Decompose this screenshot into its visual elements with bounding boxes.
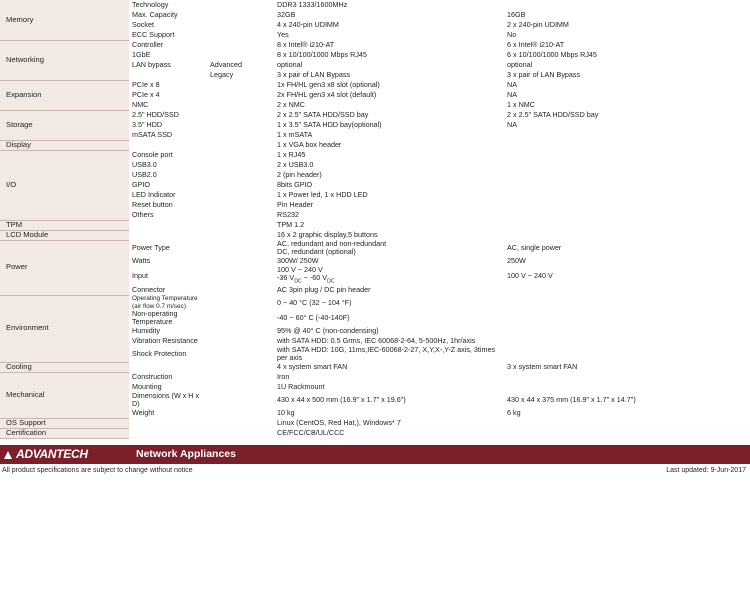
label-primary-cell: PCIe x 8 — [129, 80, 207, 90]
category-cell: Environment — [0, 295, 129, 362]
value-model-b-cell — [504, 0, 750, 10]
label-secondary-cell — [207, 382, 274, 392]
category-cell: LCD Module — [0, 230, 129, 240]
value-model-b-cell — [504, 180, 750, 190]
table-row — [0, 240, 750, 256]
category-cell: Expansion — [0, 80, 129, 110]
label-secondary-cell — [207, 110, 274, 120]
label-primary-cell: Shock Protection — [129, 346, 207, 362]
value-model-a-cell: AC 3pin plug / DC pin header — [274, 285, 504, 295]
label-secondary-cell — [207, 266, 274, 285]
label-primary-cell: Input — [129, 266, 207, 285]
label-primary-cell: LAN bypass — [129, 60, 207, 70]
value-model-b-cell: AC, single power — [504, 240, 750, 256]
label-secondary-cell — [207, 0, 274, 10]
table-row — [0, 140, 750, 150]
label-secondary-cell — [207, 220, 274, 230]
label-secondary-cell — [207, 285, 274, 295]
table-row — [0, 295, 750, 309]
value-model-a-cell: CE/FCC/CB/UL/CCC — [274, 428, 504, 438]
label-secondary-cell — [207, 336, 274, 346]
advantech-logo-text: ADVANTECH — [16, 447, 88, 462]
label-secondary-cell — [207, 362, 274, 372]
category-cell: Networking — [0, 40, 129, 80]
value-model-b-cell: 250W — [504, 256, 750, 266]
advantech-logo — [0, 445, 126, 464]
label-primary-cell: GPIO — [129, 180, 207, 190]
footnote-row — [0, 464, 750, 474]
label-primary-cell — [129, 70, 207, 80]
label-secondary-cell — [207, 10, 274, 20]
value-model-b-cell: 2 x 240-pin UDIMM — [504, 20, 750, 30]
label-primary-cell: Power Type — [129, 240, 207, 256]
value-model-b-cell — [504, 160, 750, 170]
value-model-b-cell — [504, 170, 750, 180]
table-row — [0, 428, 750, 438]
label-primary-cell: Dimensions (W x H x D) — [129, 392, 207, 408]
value-model-a-cell: 2 x NMC — [274, 100, 504, 110]
value-model-b-cell — [504, 346, 750, 362]
label-primary-cell: Reset button — [129, 200, 207, 210]
label-primary-cell: Others — [129, 210, 207, 220]
table-row — [0, 418, 750, 428]
last-updated-text: Last updated: 9-Jun-2017 — [666, 466, 746, 474]
label-secondary-cell — [207, 230, 274, 240]
value-model-a-cell: 430 x 44 x 500 mm (16.9" x 1.7" x 19.6") — [274, 392, 504, 408]
value-model-a-cell: 2x FH/HL gen3 x4 slot (default) — [274, 90, 504, 100]
label-primary-cell: Construction — [129, 372, 207, 382]
label-primary-cell: 1GbE — [129, 50, 207, 60]
value-model-b-cell: 430 x 44 x 375 mm (16.9" x 1.7" x 14.7") — [504, 392, 750, 408]
label-secondary-cell — [207, 80, 274, 90]
label-secondary-cell — [207, 20, 274, 30]
value-model-a-cell: 32GB — [274, 10, 504, 20]
value-model-a-cell: 8bits GPIO — [274, 180, 504, 190]
label-primary-cell: Humidity — [129, 326, 207, 336]
label-secondary-cell — [207, 372, 274, 382]
label-secondary-cell — [207, 310, 274, 326]
label-secondary-cell — [207, 392, 274, 408]
value-model-a-cell: 3 x pair of LAN Bypass — [274, 70, 504, 80]
value-model-a-cell: 2 x USB3.0 — [274, 160, 504, 170]
footer-band — [0, 445, 750, 464]
value-model-a-cell: TPM 1.2 — [274, 220, 504, 230]
value-model-a-cell: AC, redundant and non-redundant DC, redundant (optional) — [274, 240, 504, 256]
value-model-a-cell: 2 x 2.5" SATA HDD/SSD bay — [274, 110, 504, 120]
label-primary-cell: Non-operating Temperature — [129, 310, 207, 326]
label-secondary-cell — [207, 346, 274, 362]
label-primary-cell: Operating Temperature (air flow 0.7 m/sec) — [129, 295, 207, 309]
value-model-b-cell — [504, 310, 750, 326]
value-model-b-cell: 6 x Intel® i210-AT — [504, 40, 750, 50]
value-model-a-cell: 8 x Intel® i210-AT — [274, 40, 504, 50]
label-primary-cell: USB2.0 — [129, 170, 207, 180]
category-cell: Cooling — [0, 362, 129, 372]
label-primary-cell: Weight — [129, 408, 207, 418]
value-model-a-cell: with SATA HDD: 0.5 Grms, IEC 60068-2-64, 5-500Hz, 1hr/axis — [274, 336, 504, 346]
value-model-a-cell: Iron — [274, 372, 504, 382]
value-model-a-cell: 0 ~ 40 °C (32 ~ 104 °F) — [274, 295, 504, 309]
value-model-a-cell: 1U Rackmount — [274, 382, 504, 392]
value-model-a-cell: 2 (pin header) — [274, 170, 504, 180]
footer-band-title: Network Appliances — [136, 448, 236, 461]
value-model-b-cell — [504, 382, 750, 392]
value-model-b-cell — [504, 190, 750, 200]
value-model-a-cell: RS232 — [274, 210, 504, 220]
table-row — [0, 372, 750, 382]
label-secondary-cell — [207, 200, 274, 210]
label-primary-cell: 3.5" HDD — [129, 120, 207, 130]
label-primary-cell: LED Indicator — [129, 190, 207, 200]
value-model-a-cell: 1 x RJ45 — [274, 150, 504, 160]
label-secondary-cell — [207, 160, 274, 170]
category-cell: TPM — [0, 220, 129, 230]
value-model-b-cell: 100 V ~ 240 V — [504, 266, 750, 285]
label-secondary-cell — [207, 295, 274, 309]
value-model-b-cell: NA — [504, 120, 750, 130]
value-model-b-cell — [504, 418, 750, 428]
table-row — [0, 362, 750, 372]
value-model-a-cell: -40 ~ 60° C (-40-140F) — [274, 310, 504, 326]
value-model-a-cell: 16 x 2 graphic display,5 buttons — [274, 230, 504, 240]
label-primary-cell: USB3.0 — [129, 160, 207, 170]
label-secondary-cell — [207, 130, 274, 140]
label-primary-cell: mSATA SSD — [129, 130, 207, 140]
label-secondary-cell — [207, 40, 274, 50]
label-secondary-cell — [207, 150, 274, 160]
value-model-b-cell — [504, 285, 750, 295]
label-primary-cell — [129, 428, 207, 438]
disclaimer-text: All product specifications are subject to change without notice — [2, 466, 193, 474]
category-cell: Memory — [0, 0, 129, 40]
value-model-a-cell: 1 x Power led, 1 x HDD LED — [274, 190, 504, 200]
value-model-b-cell — [504, 326, 750, 336]
value-model-a-cell: 4 x system smart FAN — [274, 362, 504, 372]
category-cell: Storage — [0, 110, 129, 140]
label-secondary-cell — [207, 190, 274, 200]
table-row — [0, 110, 750, 120]
label-secondary-cell — [207, 50, 274, 60]
value-model-b-cell: 3 x system smart FAN — [504, 362, 750, 372]
label-primary-cell: Controller — [129, 40, 207, 50]
table-row — [0, 220, 750, 230]
label-primary-cell — [129, 230, 207, 240]
category-cell: OS Support — [0, 418, 129, 428]
value-model-b-cell — [504, 230, 750, 240]
label-primary-cell: 2.5" HDD/SSD — [129, 110, 207, 120]
value-model-b-cell — [504, 336, 750, 346]
value-model-b-cell: 2 x 2.5" SATA HDD/SSD bay — [504, 110, 750, 120]
value-model-a-cell: DDR3 1333/1600MHz — [274, 0, 504, 10]
value-model-b-cell — [504, 140, 750, 150]
value-model-b-cell — [504, 130, 750, 140]
label-primary-cell: Technology — [129, 0, 207, 10]
label-secondary-cell — [207, 100, 274, 110]
table-row — [0, 0, 750, 10]
label-primary-cell: Connector — [129, 285, 207, 295]
value-model-b-cell — [504, 428, 750, 438]
label-primary-cell: PCIe x 4 — [129, 90, 207, 100]
value-model-a-cell: Linux (CentOS, Red Hat,), Windows* 7 — [274, 418, 504, 428]
label-secondary-cell — [207, 408, 274, 418]
value-model-a-cell: with SATA HDD: 10G, 11ms,IEC-60068-2-27, X,Y,X-,Y-Z axis, 3times per axis — [274, 346, 504, 362]
label-secondary-cell — [207, 30, 274, 40]
category-cell: Power — [0, 240, 129, 295]
value-model-b-cell: NA — [504, 80, 750, 90]
value-model-a-cell: 8 x 10/100/1000 Mbps RJ45 — [274, 50, 504, 60]
category-cell: Certification — [0, 428, 129, 438]
label-primary-cell: Max. Capacity — [129, 10, 207, 20]
category-cell: Display — [0, 140, 129, 150]
label-primary-cell — [129, 418, 207, 428]
table-row — [0, 40, 750, 50]
value-model-b-cell — [504, 295, 750, 309]
value-model-a-cell: Yes — [274, 30, 504, 40]
value-model-a-cell: 1 x VGA box header — [274, 140, 504, 150]
label-primary-cell: ECC Support — [129, 30, 207, 40]
value-model-b-cell — [504, 200, 750, 210]
label-primary-cell: Socket — [129, 20, 207, 30]
label-secondary-cell — [207, 120, 274, 130]
label-secondary-cell — [207, 210, 274, 220]
label-primary-cell — [129, 140, 207, 150]
value-model-a-cell: 1x FH/HL gen3 x8 slot (optional) — [274, 80, 504, 90]
value-model-b-cell: 16GB — [504, 10, 750, 20]
label-secondary-cell — [207, 170, 274, 180]
value-model-b-cell — [504, 372, 750, 382]
category-cell: Mechanical — [0, 372, 129, 418]
value-model-b-cell — [504, 210, 750, 220]
value-model-b-cell — [504, 150, 750, 160]
value-model-b-cell: 6 x 10/100/1000 Mbps RJ45 — [504, 50, 750, 60]
table-row — [0, 150, 750, 160]
value-model-a-cell: 1 x 3.5" SATA HDD bay(optional) — [274, 120, 504, 130]
label-primary-cell: Mounting — [129, 382, 207, 392]
value-model-b-cell: 6 kg — [504, 408, 750, 418]
value-model-b-cell: No — [504, 30, 750, 40]
label-secondary-cell — [207, 140, 274, 150]
label-secondary-cell — [207, 418, 274, 428]
value-model-b-cell: 1 x NMC — [504, 100, 750, 110]
label-secondary-cell — [207, 326, 274, 336]
label-secondary-cell: Legacy — [207, 70, 274, 80]
label-secondary-cell — [207, 428, 274, 438]
label-secondary-cell — [207, 256, 274, 266]
category-cell: I/O — [0, 150, 129, 220]
value-model-b-cell: 3 x pair of LAN Bypass — [504, 70, 750, 80]
value-model-b-cell: optional — [504, 60, 750, 70]
value-model-a-cell: Pin Header — [274, 200, 504, 210]
value-model-b-cell — [504, 220, 750, 230]
label-primary-cell: Console port — [129, 150, 207, 160]
label-secondary-cell — [207, 90, 274, 100]
value-model-a-cell: 4 x 240-pin UDIMM — [274, 20, 504, 30]
value-model-a-cell: 95% @ 40° C (non-condensing) — [274, 326, 504, 336]
label-primary-cell: NMC — [129, 100, 207, 110]
label-secondary-cell — [207, 240, 274, 256]
value-model-a-cell: 100 V ~ 240 V -36 $V_{DC}$ ~ -60 $V_{DC}$ — [274, 266, 504, 285]
label-primary-cell — [129, 362, 207, 372]
value-model-b-cell: NA — [504, 90, 750, 100]
label-primary-cell: Watts — [129, 256, 207, 266]
table-row — [0, 80, 750, 90]
label-primary-cell — [129, 220, 207, 230]
label-secondary-cell — [207, 180, 274, 190]
value-model-a-cell: 300W/ 250W — [274, 256, 504, 266]
value-model-a-cell: optional — [274, 60, 504, 70]
label-primary-cell: Vibration Resistance — [129, 336, 207, 346]
value-model-a-cell: 10 kg — [274, 408, 504, 418]
advantech-logo-mark-icon — [4, 450, 13, 459]
label-secondary-cell: Advanced — [207, 60, 274, 70]
value-model-a-cell: 1 x mSATA — [274, 130, 504, 140]
